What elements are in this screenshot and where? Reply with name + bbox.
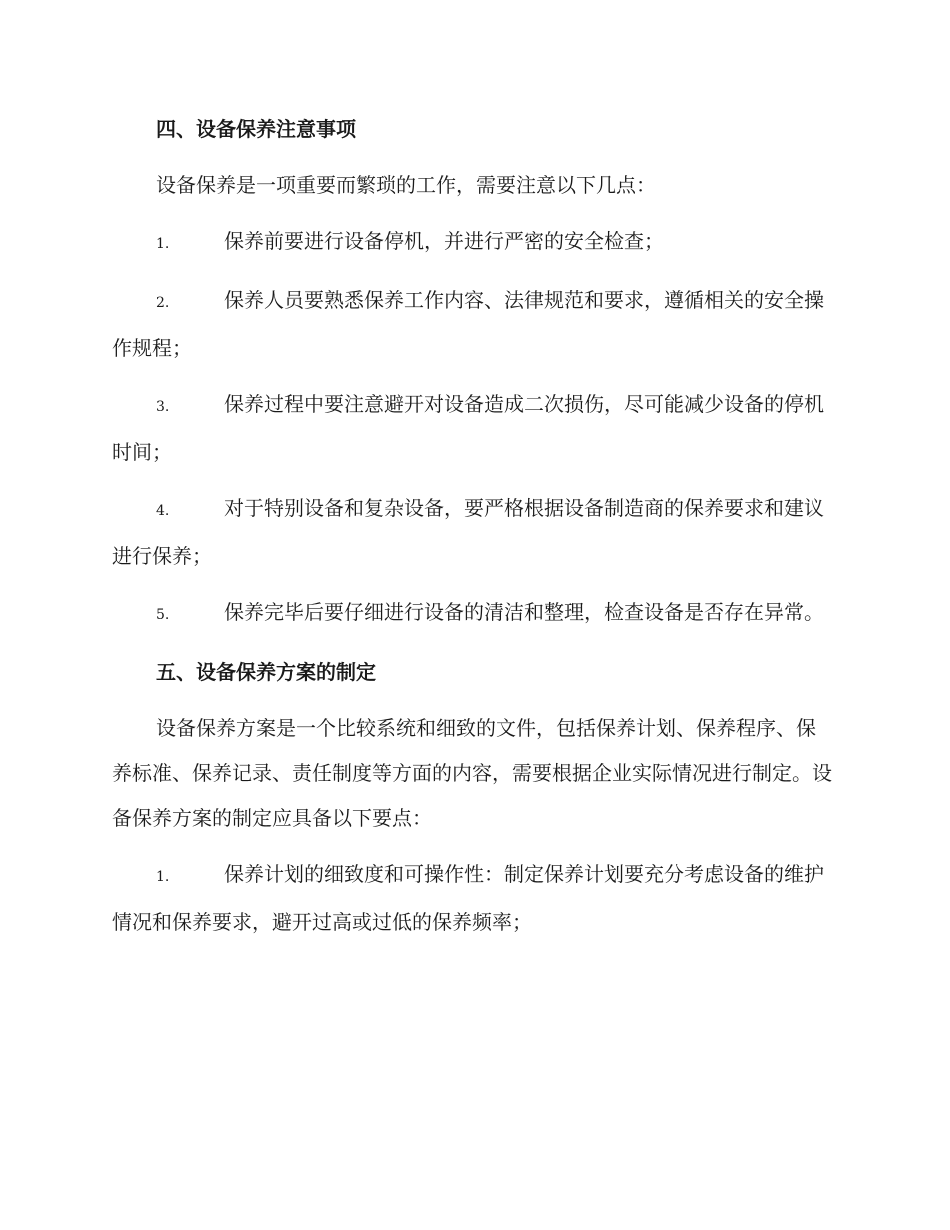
list-item	[112, 371, 834, 475]
section-4-intro: 设备保养是一项重要而繁琐的工作，需要注意以下几点：	[156, 173, 656, 197]
list-item-text: 保养完毕后要仔细进行设备的清洁和整理，检查设备是否存在异常。	[224, 600, 824, 624]
list-item-text: 保养过程中要注意避开对设备造成二次损伤，尽可能减少设备的停机时间；	[112, 392, 824, 464]
section-4-heading: 四、设备保养注意事项	[156, 117, 356, 141]
list-item-number: 1.	[156, 869, 170, 885]
list-item	[112, 208, 834, 267]
list-item-text: 保养计划的细致度和可操作性：制定保养计划要充分考虑设备的维护情况和保养要求，避开过高或过低的保养频率；	[112, 862, 824, 934]
list-item-text: 对于特别设备和复杂设备，要严格根据设备制造商的保养要求和建议进行保养；	[112, 496, 824, 568]
list-item-number: 2.	[156, 295, 170, 311]
list-item-number: 4.	[156, 503, 170, 519]
list-item	[112, 841, 834, 945]
list-item-text: 保养前要进行设备停机，并进行严密的安全检查；	[224, 229, 664, 253]
section-5-intro: 设备保养方案是一个比较系统和细致的文件，包括保养计划、保养程序、保养标准、保养记录、责任制度等方面的内容，需要根据企业实际情况进行制定。设备保养方案的制定应具备以下要点：	[112, 716, 832, 830]
list-item-text: 保养人员要熟悉保养工作内容、法律规范和要求，遵循相关的安全操作规程；	[112, 288, 824, 360]
list-item-number: 3.	[156, 399, 170, 415]
list-item	[112, 267, 834, 371]
section-5-heading: 五、设备保养方案的制定	[156, 660, 376, 684]
list-item	[112, 475, 834, 579]
list-item-number: 1.	[156, 236, 170, 252]
document-body	[112, 106, 834, 945]
list-item	[112, 579, 834, 638]
list-item-number: 5.	[156, 607, 170, 623]
